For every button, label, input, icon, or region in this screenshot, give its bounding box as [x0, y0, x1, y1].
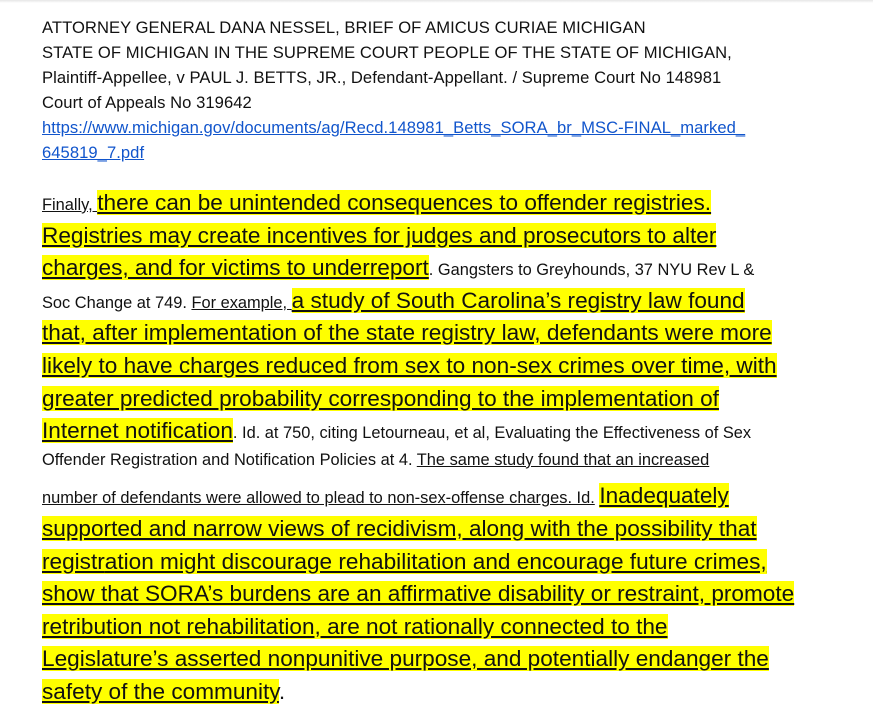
highlighted-text: supported and narrow views of recidivism, along with the possibility that [42, 515, 757, 541]
brief-excerpt [42, 190, 832, 712]
citation-text: Soc Change at 749. [42, 293, 192, 312]
header-title: ATTORNEY GENERAL DANA NESSEL, BRIEF OF AMICUS CURIAE MICHIGAN [42, 18, 646, 37]
highlighted-text: greater predicted probability corresponding to the implementation of [42, 385, 719, 411]
plain-underlined-text: For example, [191, 293, 292, 312]
highlighted-text: Internet notification [42, 418, 233, 444]
text-line [42, 516, 832, 549]
document-header [42, 15, 842, 165]
text-line [42, 614, 832, 647]
highlighted-text: likely to have charges reduced from sex to non-sex crimes over time, with [42, 352, 777, 378]
citation-text: . Id. at 750, citing Letourneau, et al, Evaluating the Effectiveness of Sex [232, 424, 752, 443]
highlighted-text: there can be unintended consequences to offender registries. [97, 190, 712, 215]
text-line [42, 581, 832, 614]
text-line [42, 549, 832, 582]
text-line [42, 451, 832, 484]
highlighted-text: safety of the community [42, 678, 279, 704]
text-line [42, 483, 832, 516]
plain-underlined-text: The same study found that an increased [416, 450, 710, 469]
highlighted-text: charges, and for victims to underreport [42, 255, 429, 281]
highlighted-text: a study of South Carolina’s registry law found [291, 287, 745, 313]
text-line [42, 646, 832, 679]
header-parties: Plaintiff-Appellee, v PAUL J. BETTS, JR., Defendant-Appellant. / Supreme Court No 148981 [42, 68, 722, 87]
text-line [42, 418, 832, 451]
highlighted-text: ation might discourage rehabilitation and encourage future crimes, [104, 548, 767, 574]
text-line [42, 190, 832, 223]
plain-underlined-text: number of defendants were allowed to plead to non-sex-offense charges. Id. [42, 489, 595, 508]
source-link-continued[interactable] [42, 140, 842, 165]
header-court: STATE OF MICHIGAN IN THE SUPREME COURT PEOPLE OF THE STATE OF MICHIGAN, [42, 43, 732, 62]
highlighted-text: Registries may create incentives for judges and prosecutors to alter [42, 222, 717, 248]
text-line [42, 320, 832, 353]
text-line [42, 223, 832, 256]
citation-text: . Gangsters to Greyhounds, 37 NYU Rev L & [428, 261, 755, 280]
source-link-line-1[interactable]: https://www.michigan.gov/documents/ag/Recd.148981_Betts_SORA_br_MSC-FINAL_marked_ [42, 118, 746, 137]
highlighted-text: retribution not rehabilitation, are not rationally connected to the [42, 613, 668, 639]
highlighted-text: that, after implementation of the state registry law, defendants were more [42, 320, 772, 346]
source-link[interactable] [42, 115, 842, 140]
highlighted-text: show that SORA’s burdens are an affirmative disability or restraint, promote [42, 581, 795, 607]
text-line [42, 288, 832, 321]
highlighted-text: Legislature’s asserted nonpunitive purpose, and potentially endanger the [42, 646, 769, 672]
text-line [42, 353, 832, 386]
plain-underlined-text: Finally, [42, 196, 98, 214]
header-appeals-number: Court of Appeals No 319642 [42, 93, 252, 112]
period-text: . [278, 678, 286, 704]
text-line [42, 679, 832, 712]
source-link-line-2[interactable]: 645819_7.pdf [42, 143, 145, 162]
highlighted-text: registr [42, 548, 105, 574]
top-shadow [0, 0, 873, 3]
highlighted-text: Inadequately [599, 483, 729, 509]
text-line [42, 386, 832, 419]
citation-text: Offender Registration and Notification Policies at 4. [42, 450, 417, 469]
text-line [42, 255, 832, 288]
